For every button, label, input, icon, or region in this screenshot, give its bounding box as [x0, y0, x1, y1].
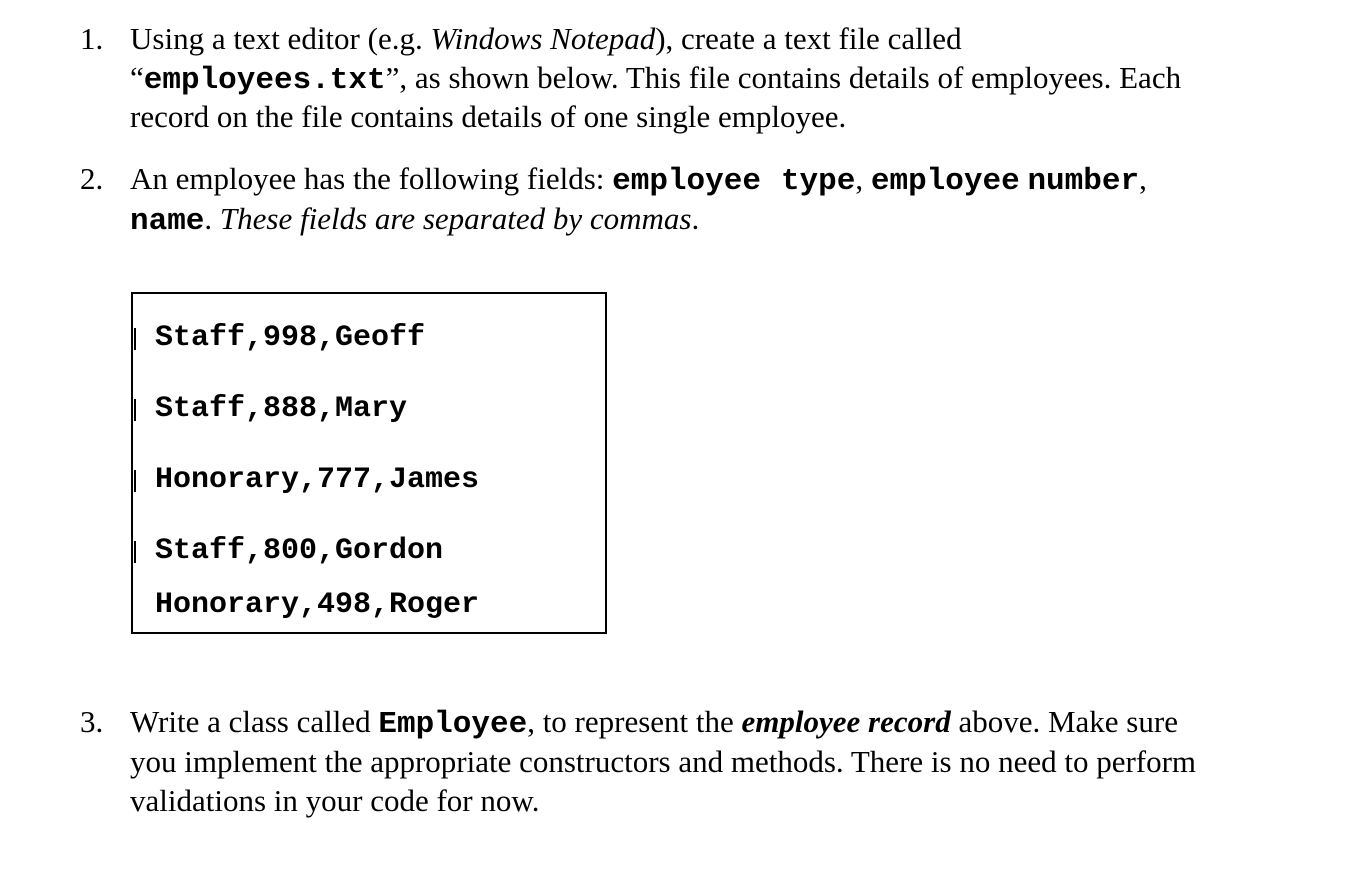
file-record-2: Staff,888,Mary [155, 392, 408, 426]
item-1-open-quote: “ [130, 60, 144, 95]
item-1-line-1 [130, 20, 962, 58]
field-name: name [130, 204, 205, 239]
item-3-text-b: , to represent the [527, 704, 742, 739]
filename-code: employees.txt [143, 63, 386, 98]
item-2-sep-3: . [204, 201, 220, 236]
line-marker [134, 470, 136, 492]
item-3-emphasis: employee record [741, 704, 951, 739]
item-3-line-3: validations in your code for now. [130, 783, 540, 818]
file-content-box [131, 292, 607, 634]
item-2-line-2 [130, 200, 699, 241]
item-2-end: . [691, 201, 700, 236]
item-1-line-3: record on the file contains details of one single employee. [130, 99, 847, 134]
item-1-app-name: Windows Notepad [430, 21, 656, 56]
item-2-text-a: An employee has the following fields: [130, 161, 613, 196]
item-number-3: 3. [80, 704, 104, 739]
item-2-sep-2: , [1139, 161, 1147, 196]
item-number-1: 1. [80, 21, 104, 56]
field-employee-number-a: employee [870, 164, 1020, 199]
file-record-3: Honorary,777,James [155, 463, 480, 497]
item-1-line-2 [130, 59, 1181, 100]
field-employee-type-b: type [780, 164, 856, 199]
item-3-text-c: above. Make sure [950, 704, 1178, 739]
line-marker [134, 328, 136, 350]
item-3-line-2: you implement the appropriate constructors and methods. There is no need to perform [130, 744, 1197, 779]
file-record-1: Staff,998,Geoff [155, 321, 426, 355]
field-employee-number-b: number [1027, 164, 1140, 199]
line-marker [134, 541, 136, 563]
line-marker [134, 399, 136, 421]
item-2-line-1 [130, 160, 1147, 201]
class-name-code: Employee [378, 707, 528, 742]
item-1-text-b: ), create a text file called [655, 21, 962, 56]
field-employee-type-a: employee [612, 164, 761, 199]
item-1-text-c: , as shown below. This file contains details of employees. Each [399, 60, 1182, 95]
file-record-5: Honorary,498,Roger [155, 588, 480, 622]
item-1-close-quote: ” [385, 60, 400, 95]
file-record-4: Staff,800,Gordon [155, 534, 444, 568]
item-2-sep-1: , [855, 161, 871, 196]
item-number-2: 2. [80, 161, 104, 196]
item-3-text-a: Write a class called [130, 704, 379, 739]
item-2-italic-note: These fields are separated by commas [219, 201, 692, 236]
item-1-text-a: Using a text editor (e.g. [130, 21, 431, 56]
item-3-line-1 [130, 703, 1178, 744]
